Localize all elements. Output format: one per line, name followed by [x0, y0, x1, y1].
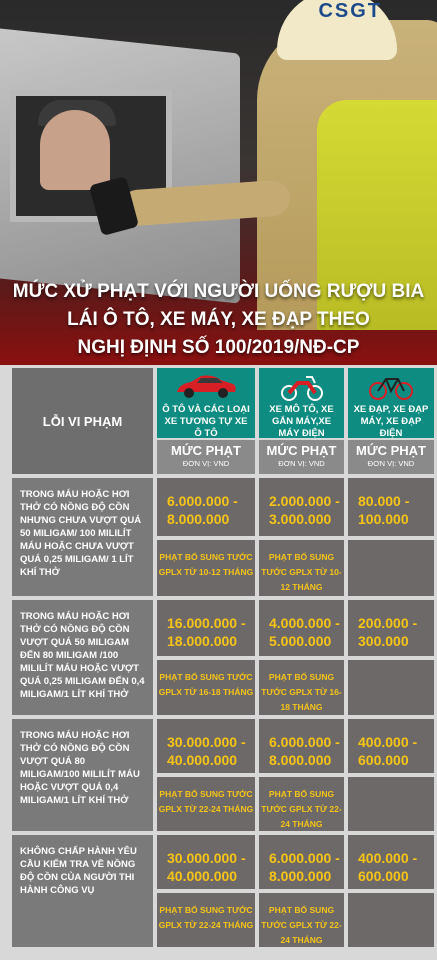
violation-row-4: KHÔNG CHẤP HÀNH YÊU CẦU KIỂM TRA VỀ NỒNG ĐỘ CỒN CỦA NGƯỜI THI HÀNH CÔNG VỤ: [12, 835, 153, 947]
moto-additional-1: PHẠT BỔ SUNG TƯỚC GPLX TỪ 10-12 THÁNG: [259, 540, 344, 596]
bike-additional-2: [348, 660, 434, 715]
fine-header-motorbike: [259, 440, 344, 474]
vehicle-label-bicycle: XE ĐẠP, XE ĐẠP MÁY, XE ĐẠP ĐIỆN: [353, 404, 429, 439]
car-fine-2: 16.000.000 - 18.000.000: [157, 600, 255, 656]
hero-photo: [0, 0, 437, 365]
moto-additional-4: PHẠT BỔ SUNG TƯỚC GPLX TỪ 22-24 THÁNG: [259, 893, 344, 947]
bike-additional-1: [348, 540, 434, 596]
title-line-2: LÁI Ô TÔ, XE MÁY, XE ĐẠP THEO: [67, 309, 370, 330]
violation-row-1: TRONG MÁU HOẶC HƠI THỞ CÓ NỒNG ĐỘ CỒN NHƯNG CHƯA VƯỢT QUÁ 50 MILIGAM/ 100 MILILÍT MÁU HOẶC CHƯA VƯỢT QUÁ 0,25 MILIGAM/ 1 LÍT KHÍ THỞ: [12, 478, 153, 596]
title-line-3: NGHỊ ĐỊNH SỐ 100/2019/NĐ-CP: [77, 337, 360, 358]
vehicle-label-car: Ô TÔ VÀ CÁC LOẠI XE TƯƠNG TỰ XE Ô TÔ: [162, 404, 250, 439]
car-fine-3: 30.000.000 - 40.000.000: [157, 719, 255, 773]
moto-fine-2: 4.000.000 - 5.000.000: [259, 600, 344, 656]
car-icon: [157, 368, 255, 404]
unit-label: ĐƠN VỊ: VND: [182, 459, 230, 468]
unit-label: ĐƠN VỊ: VND: [278, 459, 325, 468]
car-fine-1: 6.000.000 - 8.000.000: [157, 478, 255, 536]
violation-header: LỖI VI PHẠM: [12, 368, 153, 474]
vehicle-header-car: [157, 368, 255, 438]
fine-header-label: MỨC PHẠT: [170, 443, 241, 458]
driver-figure: [40, 110, 110, 190]
title-line-1: MỨC XỬ PHẠT VỚI NGƯỜI UỐNG RƯỢU BIA: [12, 281, 425, 302]
car-additional-2: PHẠT BỔ SUNG TƯỚC GPLX TỪ 16-18 THÁNG: [157, 660, 255, 715]
moto-additional-3: PHẠT BỔ SUNG TƯỚC GPLX TỪ 22-24 THÁNG: [259, 777, 344, 831]
car-additional-4: PHẠT BỔ SUNG TƯỚC GPLX TỪ 22-24 THÁNG: [157, 893, 255, 947]
vehicle-label-motorbike: XE MÔ TÔ, XE GẮN MÁY,XE MÁY ĐIỆN: [269, 404, 334, 439]
bike-additional-4: [348, 893, 434, 947]
car-additional-3: PHẠT BỔ SUNG TƯỚC GPLX TỪ 22-24 THÁNG: [157, 777, 255, 831]
fine-header-bicycle: [348, 440, 434, 474]
fine-header-label: MỨC PHẠT: [355, 443, 426, 458]
moto-fine-4: 6.000.000 - 8.000.000: [259, 835, 344, 889]
violation-row-3: TRONG MÁU HOẶC HƠI THỞ CÓ NỒNG ĐỘ CỒN VƯỢT QUÁ 80 MILIGAM/100 MILILÍT MÁU HOẶC VƯỢT QUÁ 0,4 MILIGAM/1 LÍT KHÍ THỞ: [12, 719, 153, 831]
bike-fine-2: 200.000 - 300.000: [348, 600, 434, 656]
moto-additional-2: PHẠT BỔ SUNG TƯỚC GPLX TỪ 16-18 THÁNG: [259, 660, 344, 715]
vehicle-header-bicycle: [348, 368, 434, 438]
bike-additional-3: [348, 777, 434, 831]
bicycle-icon: [348, 368, 434, 404]
moto-fine-3: 6.000.000 - 8.000.000: [259, 719, 344, 773]
unit-label: ĐƠN VỊ: VND: [367, 459, 415, 468]
car-fine-4: 30.000.000 - 40.000.000: [157, 835, 255, 889]
motorbike-icon: [259, 368, 344, 404]
moto-fine-1: 2.000.000 - 3.000.000: [259, 478, 344, 536]
page-title: [0, 278, 437, 362]
fine-header-car: [157, 440, 255, 474]
bike-fine-3: 400.000 - 600.000: [348, 719, 434, 773]
helmet-text: CSGT: [318, 0, 382, 22]
car-additional-1: PHẠT BỔ SUNG TƯỚC GPLX TỪ 10-12 THÁNG: [157, 540, 255, 596]
bike-fine-1: 80.000 - 100.000: [348, 478, 434, 536]
fine-header-label: MỨC PHẠT: [266, 443, 337, 458]
bike-fine-4: 400.000 - 600.000: [348, 835, 434, 889]
vehicle-header-motorbike: [259, 368, 344, 438]
violation-row-2: TRONG MÁU HOẶC HƠI THỞ CÓ NỒNG ĐỘ CỒN VƯỢT QUÁ 50 MILIGAM ĐẾN 80 MILIGAM /100 MILILÍT MÁU HOẶC VƯỢT QUÁ 0,25 MILIGAM ĐẾN 0,4 MILIGAM/1 LÍT KHÍ THỞ: [12, 600, 153, 715]
